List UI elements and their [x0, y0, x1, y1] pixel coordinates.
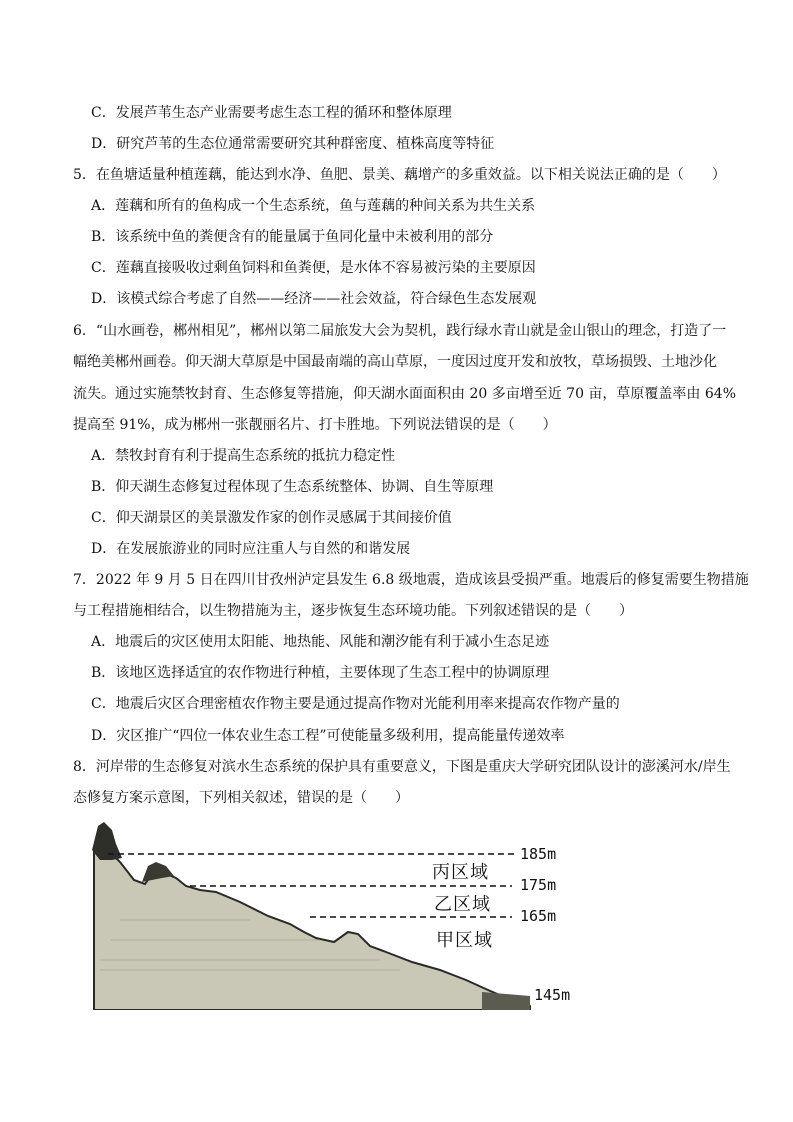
riverbank-restoration-figure	[90, 820, 590, 1010]
q6-option-b: B．仰天湖生态修复过程体现了生态系统整体、协调、自生等原理	[91, 479, 494, 495]
q7-option-c: C．地震后灾区合理密植农作物主要是通过提高作物对光能利用率来提高农作物产量的	[91, 696, 620, 712]
q7-option-a: A．地震后的灾区使用太阳能、地热能、风能和潮汐能有利于减小生态足迹	[91, 634, 550, 650]
riverbank-profile-diagram	[90, 820, 590, 1010]
question-7-line-2: 与工程措施相结合，以生物措施为主，逐步恢复生态环境功能。下列叙述错误的是（ ）	[73, 603, 633, 619]
q5-option-c: C．莲藕直接吸收过剩鱼饲料和鱼粪便，是水体不容易被污染的主要原因	[91, 260, 536, 276]
q5-option-b: B．该系统中鱼的粪便含有的能量属于鱼同化量中未被利用的部分	[91, 229, 494, 245]
question-5-stem: 5．在鱼塘适量种植莲藕，能达到水净、鱼肥、景美、藕增产的多重效益。以下相关说法正确的是（ ）	[73, 167, 726, 183]
question-6-line-2: 幅绝美郴州画卷。仰天湖大草原是中国最南端的高山草原，一度因过度开发和放牧，草场损毁、土地沙化	[73, 354, 717, 370]
q7-option-b: B．该地区选择适宜的农作物进行种植，主要体现了生态工程中的协调原理	[91, 665, 550, 681]
question-8-line-1: 8．河岸带的生态修复对滨水生态系统的保护具有重要意义，下图是重庆大学研究团队设计的澎溪河水/岸生	[73, 759, 731, 775]
q7-option-d: D．灾区推广“四位一体农业生态工程”可使能量多级利用，提高能量传递效率	[91, 728, 565, 744]
question-6-line-3: 流失。通过实施禁牧封育、生态修复等措施，仰天湖水面面积由 20 多亩增至近 70 亩，草原覆盖率由 64%	[73, 386, 736, 402]
zone-label-jia: 甲区域	[436, 930, 493, 951]
q5-option-a: A．莲藕和所有的鱼构成一个生态系统，鱼与莲藕的种间关系为共生关系	[91, 198, 536, 214]
elevation-label-165m: 165m	[520, 907, 557, 925]
zone-label-bing: 丙区域	[432, 862, 489, 883]
q6-option-a: A．禁牧封育有利于提高生态系统的抵抗力稳定性	[91, 448, 396, 464]
question-6-line-4: 提高至 91%，成为郴州一张靓丽名片、打卡胜地。下列说法错误的是（ ）	[73, 417, 557, 433]
q5-option-d: D．该模式综合考虑了自然——经济——社会效益，符合绿色生态发展观	[91, 291, 537, 307]
question-7-line-1: 7．2022 年 9 月 5 日在四川甘孜州泸定县发生 6.8 级地震，造成该县受损严重。地震后的修复需要生物措施	[73, 572, 749, 588]
zone-label-yi: 乙区域	[434, 894, 491, 915]
elevation-label-145m: 145m	[534, 986, 571, 1004]
q6-option-d: D．在发展旅游业的同时应注重人与自然的和谐发展	[91, 541, 411, 557]
question-8-line-2: 态修复方案示意图，下列相关叙述，错误的是（ ）	[73, 790, 409, 806]
elevation-label-185m: 185m	[520, 845, 557, 863]
q4-option-c: C．发展芦苇生态产业需要考虑生态工程的循环和整体原理	[91, 105, 452, 121]
q4-option-d: D．研究芦苇的生态位通常需要研究其种群密度、植株高度等特征	[91, 136, 495, 152]
elevation-label-175m: 175m	[520, 876, 557, 894]
question-6-line-1: 6．“山水画卷，郴州相见”，郴州以第二届旅发大会为契机，践行绿水青山就是金山银山的理念，打造了一	[73, 323, 727, 339]
q6-option-c: C．仰天湖景区的美景激发作家的创作灵感属于其间接价值	[91, 510, 452, 526]
